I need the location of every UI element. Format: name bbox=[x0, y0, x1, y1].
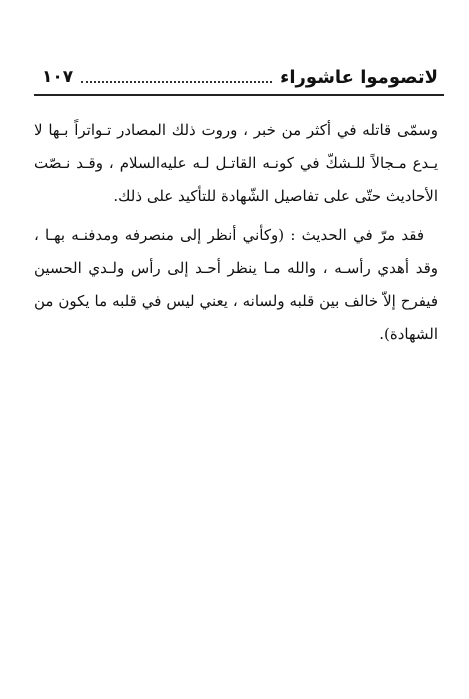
body-text bbox=[34, 114, 438, 351]
paragraph-1 bbox=[34, 114, 438, 213]
text-line: الأحاديث حتّى على تفاصيل الشّهادة للتأكيد على ذلك. bbox=[113, 187, 438, 205]
header-dot-leader bbox=[81, 71, 272, 83]
page-number: ١٠٧ bbox=[42, 67, 74, 87]
running-header bbox=[42, 64, 438, 90]
header-divider bbox=[34, 94, 444, 96]
text-line: وسمّى قاتله في أكثر من خبر ، وروت ذلك المصادر تـواتراً بـها لا bbox=[34, 121, 438, 139]
text-line: وقد أهدي رأسـه ، والله مـا ينظر أحـد إلى رأس ولـدي الحسين bbox=[34, 259, 438, 277]
text-line: يـدع مـجالاً للـشكّ في كونـه القاتـل لـه عليه‌السلام ، وقـد نـصّت bbox=[34, 154, 438, 172]
paragraph-2 bbox=[34, 219, 438, 351]
text-line: الشهادة). bbox=[379, 325, 438, 343]
header-title: لاتصوموا عاشوراء bbox=[280, 66, 438, 88]
text-line: فقد مرّ في الحديث : (وكأني أنظر إلى منصرفه ومدفنـه بهـا ، bbox=[34, 226, 424, 244]
text-line: فيفرح إلاّ خالف بين قلبه ولسانه ، يعني ليس في قلبه ما يكون من bbox=[34, 292, 438, 310]
